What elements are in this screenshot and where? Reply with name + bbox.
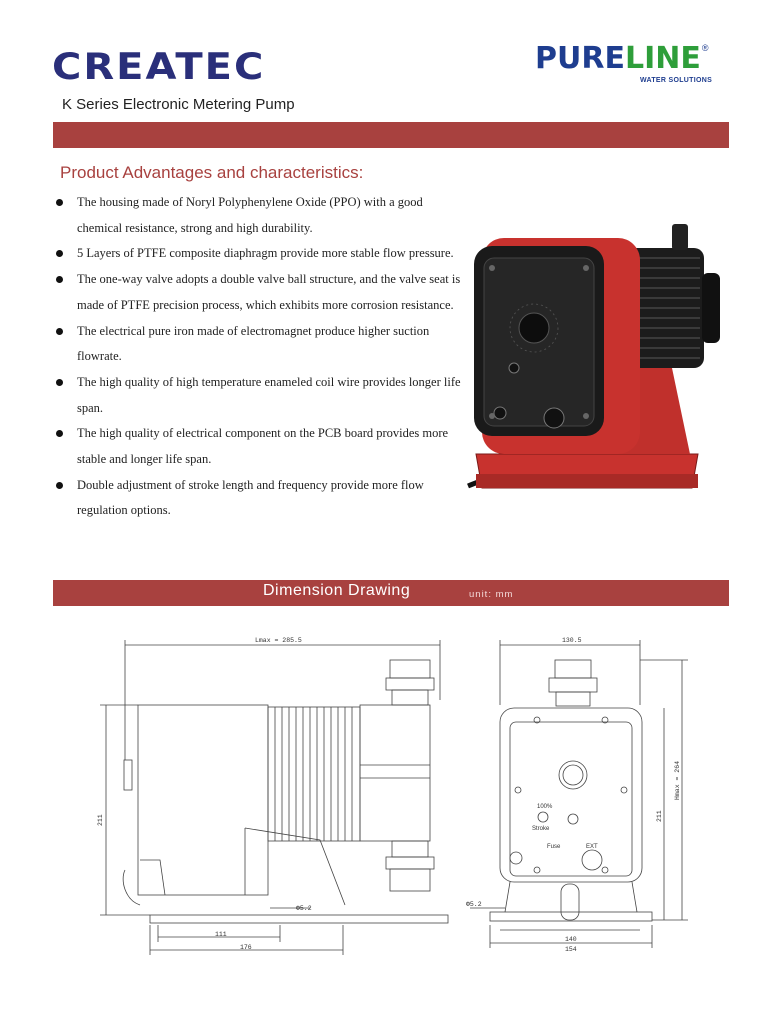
panel-ext-label: EXT [586, 844, 598, 850]
pureline-logo-part1: PURE [535, 41, 625, 76]
dimension-title: Dimension Drawing [263, 582, 411, 599]
advantage-text: The high quality of electrical component on the PCB board provides more stable and longer life span. [77, 426, 449, 467]
pureline-tagline: WATER SOLUTIONS [640, 77, 713, 84]
advantages-heading: Product Advantages and characteristics: [60, 163, 364, 182]
advantage-text: The housing made of Noryl Polyphenylene Oxide (PPO) with a good chemical resistance, strong and high durability. [77, 195, 423, 235]
front-width-label: 130.5 [562, 637, 582, 644]
pureline-logo-part2: LINE [624, 41, 701, 76]
registered-mark: ® [701, 43, 709, 53]
side-base1-label: 111 [215, 931, 227, 938]
advantage-text: The one-way valve adopts a double valve ball structure, and the valve seat is made of PTFE precision process, which exhibits more corrosion resistance. [77, 272, 461, 312]
createc-logo: CREATEC [52, 45, 266, 89]
panel-stroke-label: Stroke [532, 826, 550, 832]
panel-percent-label: 100% [537, 804, 553, 810]
advantage-text: The electrical pure iron made of electromagnet produce higher suction flowrate. [77, 323, 430, 364]
front-height-label: 211 [656, 810, 663, 822]
front-base1-label: 140 [565, 936, 577, 943]
page-subtitle: K Series Electronic Metering Pump [62, 96, 295, 113]
advantage-text: Double adjustment of stroke length and frequency provide more flow regulation options. [77, 477, 424, 518]
front-hmax-label: Hmax = 264 [674, 760, 681, 800]
front-hole-label: Φ5.2 [466, 901, 482, 908]
side-hole-label: Φ5.2 [296, 905, 312, 912]
dimension-unit: unit: mm [469, 589, 514, 600]
advantage-text: The high quality of high temperature enameled coil wire provides longer life span. [77, 374, 461, 415]
side-lmax-label: Lmax = 285.5 [255, 637, 302, 644]
side-height-label: 211 [97, 814, 104, 826]
side-base2-label: 176 [240, 944, 252, 951]
advantage-text: 5 Layers of PTFE composite diaphragm provide more stable flow pressure. [77, 246, 454, 261]
front-base2-label: 154 [565, 946, 577, 953]
panel-fuse-label: Fuse [547, 844, 561, 850]
